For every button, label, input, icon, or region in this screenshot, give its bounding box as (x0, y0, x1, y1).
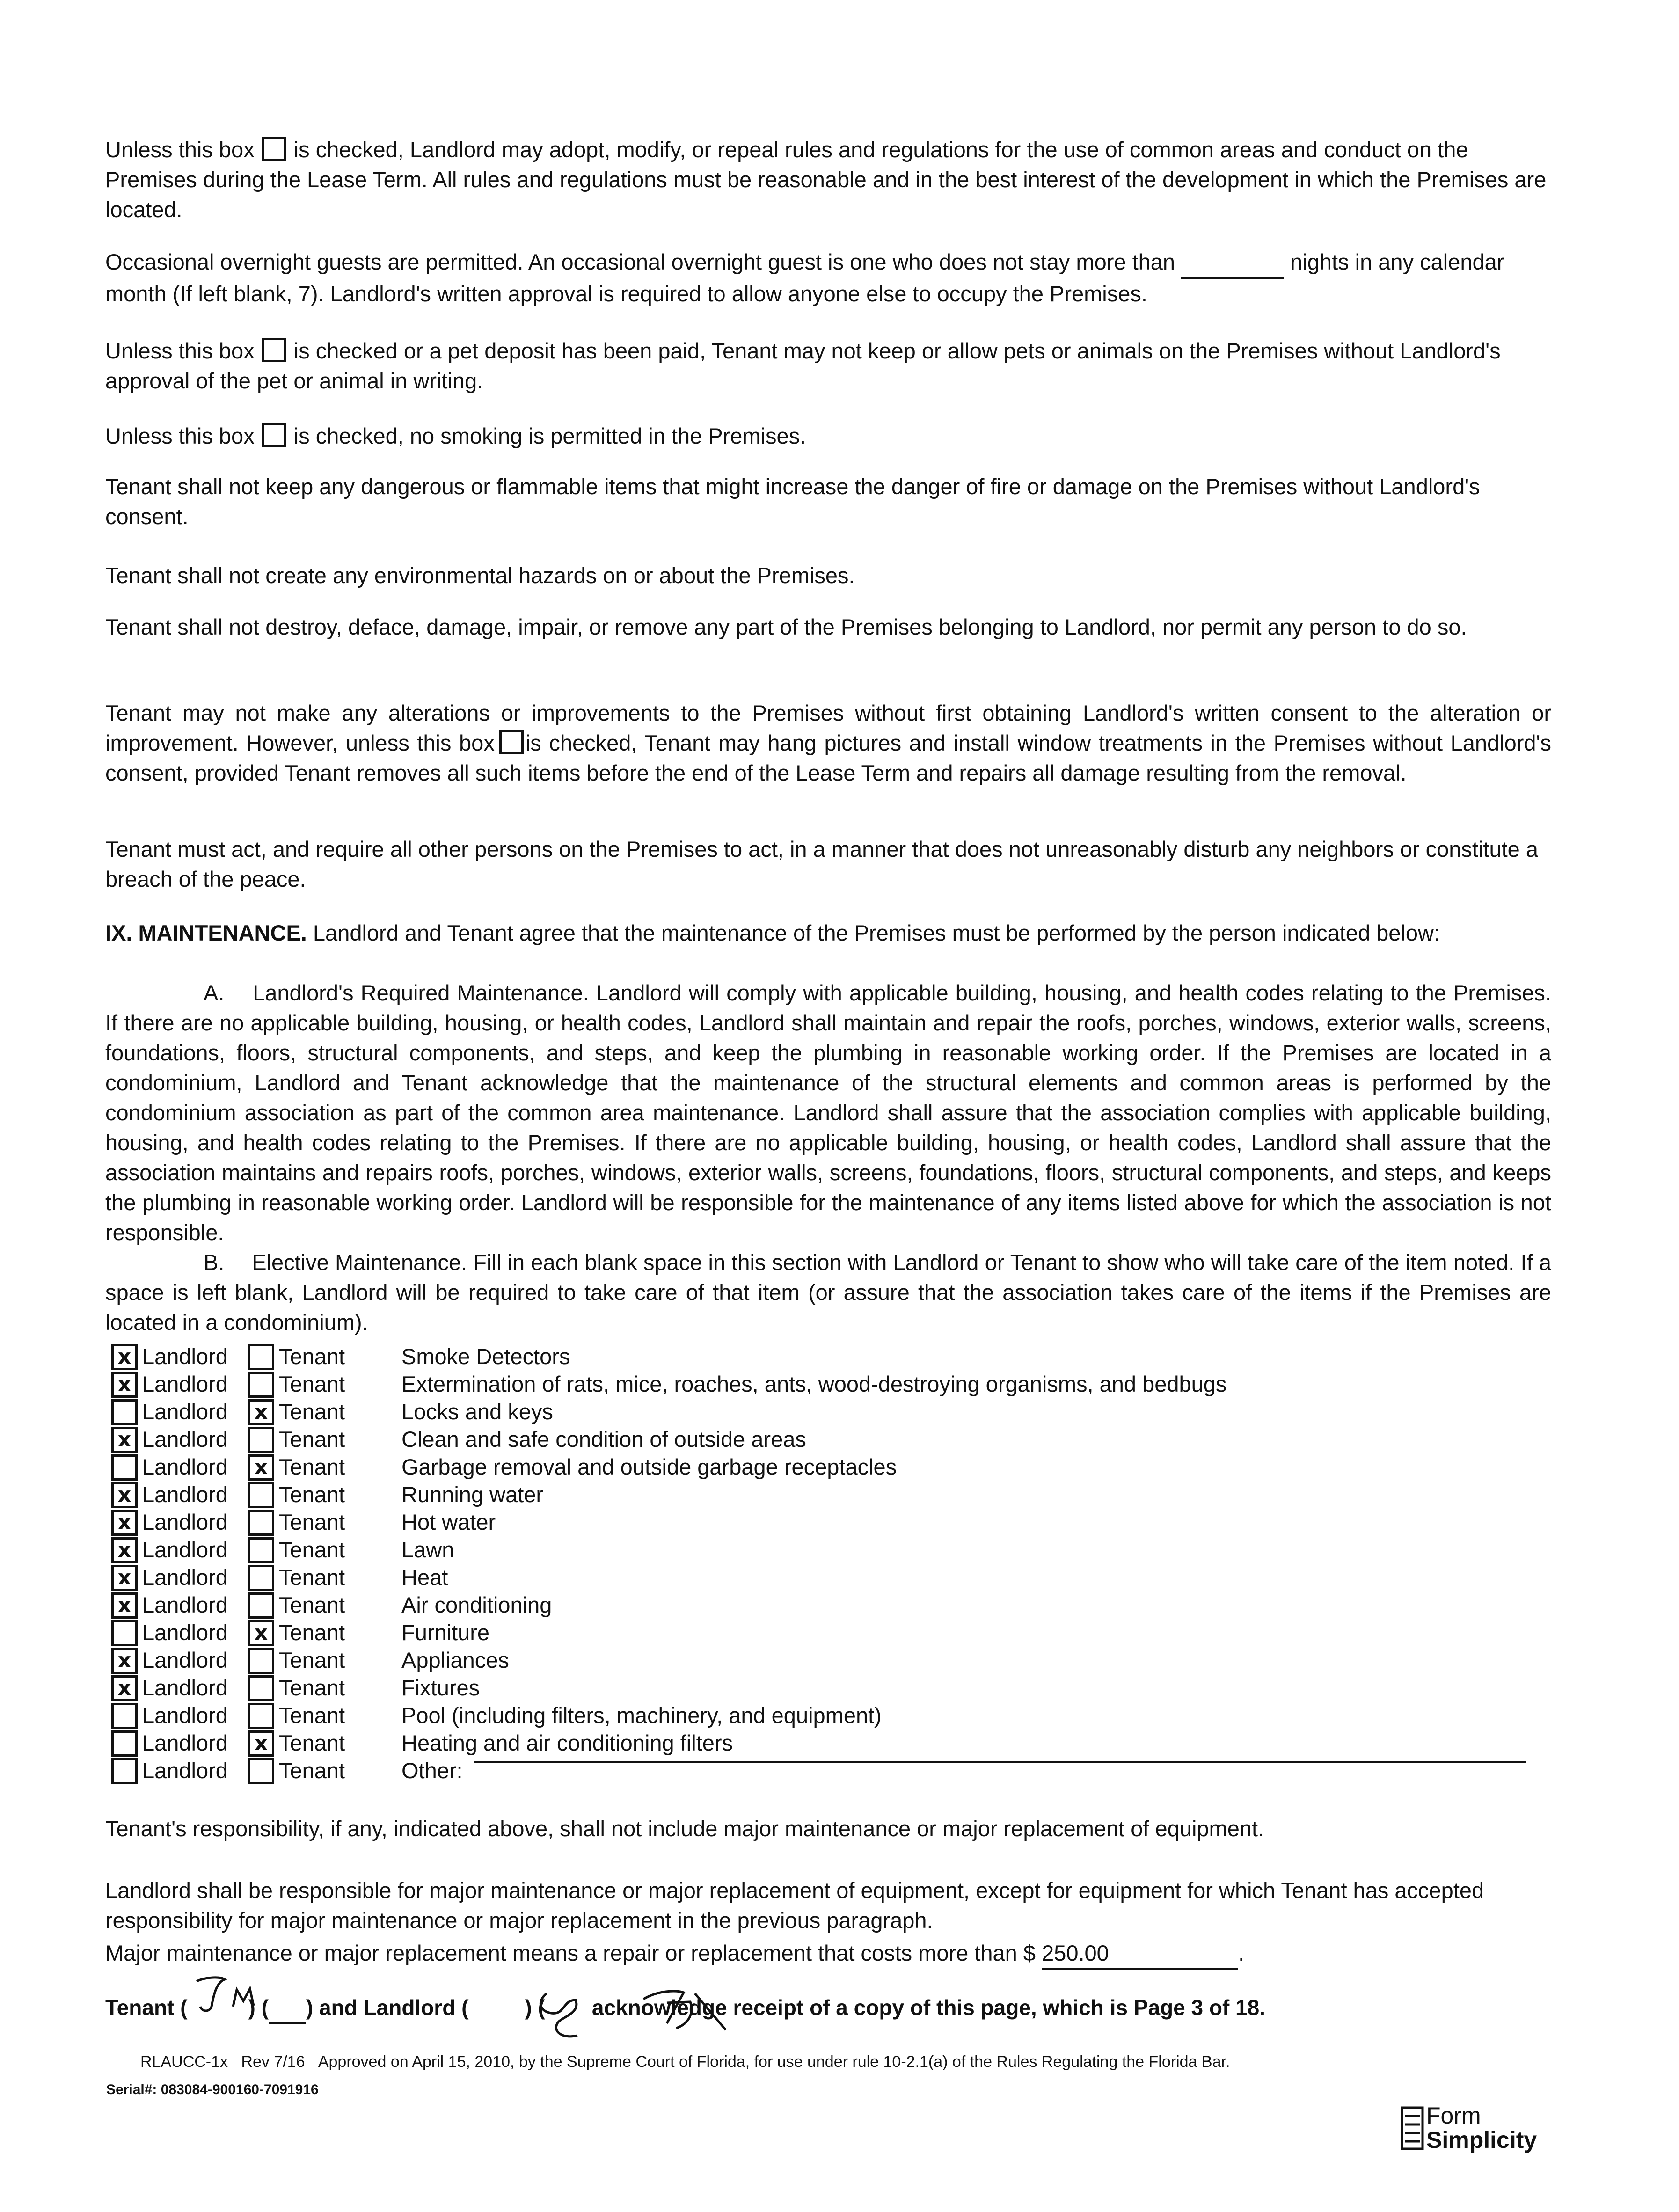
maintenance-item-label: Pool (including filters, machinery, and equipment) (402, 1703, 882, 1728)
landlord-initials-signature (533, 1984, 593, 2050)
maintenance-item-label: Heating and air conditioning filters (402, 1730, 733, 1755)
landlord-label: Landlord (142, 1537, 228, 1562)
maintenance-item-label: Garbage removal and outside garbage receptacles (402, 1454, 897, 1479)
landlord-label: Landlord (142, 1399, 228, 1424)
tenant-label: Tenant (279, 1454, 345, 1479)
tenant-checkbox[interactable] (248, 1344, 274, 1370)
tenant-label: Tenant (279, 1537, 345, 1562)
tenant-checkbox[interactable]: x (248, 1730, 274, 1757)
landlord-checkbox[interactable]: x (111, 1427, 138, 1453)
tenant-label: Tenant (279, 1620, 345, 1645)
maintenance-item-row (111, 1674, 1562, 1702)
landlord-label: Landlord (142, 1510, 228, 1534)
tenant-label: Tenant (279, 1372, 345, 1396)
destroy-paragraph: Tenant shall not destroy, deface, damage, impair, or remove any part of the Premises belonging to Landlord, nor permit any person to do so. (105, 614, 1467, 639)
maintenance-item-label: Locks and keys (402, 1399, 553, 1424)
tenant-label: Tenant (279, 1703, 345, 1728)
pets-paragraph: Unless this box is checked or a pet deposit has been paid, Tenant may not keep or allow pets or animals on the Premises without Landlord's approval of the pet or animal in writing. (105, 338, 1501, 393)
landlord-checkbox[interactable]: x (111, 1592, 138, 1619)
tenant-checkbox[interactable]: x (248, 1620, 274, 1646)
guest-nights-field[interactable] (1181, 247, 1284, 279)
tenant-checkbox[interactable] (248, 1537, 274, 1563)
tenant-initials-signature (188, 1968, 268, 2020)
tenant-label: Tenant (279, 1399, 345, 1424)
form-simplicity-logo (1400, 2103, 1550, 2154)
form-code: RLAUCC-1x (140, 2053, 228, 2071)
tenant-responsibility-paragraph: Tenant's responsibility, if any, indicated above, shall not include major maintenance or major replacement of equipment. (105, 1816, 1264, 1841)
tenant-label: Tenant (279, 1648, 345, 1672)
brand-line-1: Form (1426, 2102, 1481, 2129)
guests-paragraph: Occasional overnight guests are permitted. An occasional overnight guest is one who does not stay more than nights in any calendar month (If left blank, 7). Landlord's written approval is required to allow anyone else to occupy the Premises. (105, 247, 1551, 309)
landlord-checkbox[interactable] (111, 1454, 138, 1481)
landlord-label: Landlord (142, 1482, 228, 1507)
smoking-checkbox[interactable] (262, 423, 286, 447)
tenant-label: Tenant (279, 1427, 345, 1452)
tenant-label: Tenant (279, 1730, 345, 1755)
landlord-checkbox[interactable]: x (111, 1344, 138, 1370)
maintenance-item-label: Hot water (402, 1510, 496, 1534)
maintenance-item-label: Clean and safe condition of outside areas (402, 1427, 806, 1452)
landlord-label: Landlord (142, 1620, 228, 1645)
landlord-checkbox[interactable]: x (111, 1482, 138, 1508)
landlord-checkbox[interactable] (111, 1703, 138, 1729)
maintenance-item-row (111, 1564, 1562, 1592)
rules-checkbox[interactable] (262, 137, 286, 161)
maintenance-item-row (111, 1371, 1562, 1399)
landlord-label: Landlord (142, 1648, 228, 1672)
maintenance-item-label: Fixtures (402, 1675, 480, 1700)
tenant-checkbox[interactable] (248, 1648, 274, 1674)
maintenance-item-label: Other: (402, 1758, 463, 1783)
alterations-checkbox[interactable] (499, 730, 524, 754)
tenant-checkbox[interactable] (248, 1510, 274, 1536)
document-stack-icon (1400, 2106, 1424, 2151)
maintenance-item-row (111, 1702, 1562, 1730)
required-maintenance-paragraph: A. Landlord's Required Maintenance. Landlord will comply with applicable building, housing, and health codes relating to the Premises. If there are no applicable building, housing, or health codes, Landlord shall maintain and repair the roofs, porches, windows, exterior walls, screens, foundations, floors, structural components, and steps, and keep the plumbing in reasonable working order. If the Premises are located in a condominium, Landlord and Tenant acknowledge that the maintenance of the structural elements and common areas is performed by the condominium association as part of the common area maintenance. Landlord shall assure that the association complies with applicable building, housing, and health codes relating to the Premises. If there are no applicable building, housing, or health codes, Landlord shall assure that the association maintains and repairs roofs, porches, windows, exterior walls, screens, foundations, floors, structural components, and steps, and keeps the plumbing in reasonable working order. Landlord will be responsible for the maintenance of any items listed above for which the association is not responsible. (105, 980, 1551, 1245)
pets-checkbox[interactable] (262, 338, 286, 362)
tenant2-initials-field[interactable] (269, 1993, 306, 2024)
environmental-paragraph: Tenant shall not create any environmental hazards on or about the Premises. (105, 563, 855, 588)
revision: Rev 7/16 (241, 2053, 305, 2071)
maintenance-item-label: Smoke Detectors (402, 1344, 570, 1369)
landlord-label: Landlord (142, 1454, 228, 1479)
acknowledgement-line: Tenant ( ) ( ) and Landlord ( ) ( acknowledge receipt of a copy of this page, which is Page 3 of 18. (105, 1993, 1551, 2024)
tenant-checkbox[interactable] (248, 1565, 274, 1591)
landlord-checkbox[interactable]: x (111, 1537, 138, 1563)
tenant-checkbox[interactable]: x (248, 1454, 274, 1481)
landlord-checkbox[interactable] (111, 1399, 138, 1425)
tenant-label: Tenant (279, 1565, 345, 1590)
landlord-label: Landlord (142, 1758, 228, 1783)
maintenance-item-label: Running water (402, 1482, 544, 1507)
maintenance-item-row (111, 1730, 1562, 1758)
maintenance-item-row (111, 1426, 1562, 1454)
tenant-label: Tenant (279, 1344, 345, 1369)
elective-maintenance-paragraph: B. Elective Maintenance. Fill in each blank space in this section with Landlord or Tenant to show who will take care of the item noted. If a space is left blank, Landlord will be required to take care of that item (or assure that the association takes care of the items if the Premises are located in a condominium). (105, 1250, 1551, 1335)
tenant-label: Tenant (279, 1592, 345, 1617)
tenant-checkbox[interactable] (248, 1592, 274, 1619)
maintenance-item-row (111, 1509, 1562, 1537)
tenant-checkbox[interactable] (248, 1427, 274, 1453)
maintenance-item-label: Air conditioning (402, 1592, 552, 1617)
landlord-label: Landlord (142, 1344, 228, 1369)
landlord-label: Landlord (142, 1565, 228, 1590)
landlord-checkbox[interactable]: x (111, 1510, 138, 1536)
footer-approval-line (140, 2052, 1230, 2071)
major-amount-value: 250.00 (1042, 1941, 1109, 1965)
tenant-label: Tenant (279, 1675, 345, 1700)
maintenance-item-row (111, 1453, 1562, 1482)
maintenance-item-label: Appliances (402, 1648, 509, 1672)
landlord-label: Landlord (142, 1703, 228, 1728)
maintenance-item-row (111, 1343, 1562, 1371)
tenant-label: Tenant (279, 1482, 345, 1507)
tenant-checkbox[interactable] (248, 1482, 274, 1508)
tenant-checkbox[interactable] (248, 1703, 274, 1729)
maintenance-item-row (111, 1481, 1562, 1509)
maintenance-item-row (111, 1591, 1562, 1620)
maintenance-item-label: Lawn (402, 1537, 454, 1562)
other-item-line[interactable] (474, 1761, 1526, 1763)
maintenance-item-row (111, 1536, 1562, 1564)
maintenance-intro: IX. MAINTENANCE. Landlord and Tenant agree that the maintenance of the Premises must be performed by the person indicated below: (105, 920, 1440, 945)
major-amount-field[interactable] (1042, 1938, 1238, 1970)
landlord-checkbox[interactable]: x (111, 1372, 138, 1398)
landlord-checkbox[interactable]: x (111, 1648, 138, 1674)
maintenance-item-label: Heat (402, 1565, 448, 1590)
maintenance-item-row (111, 1619, 1562, 1647)
tenant-checkbox[interactable]: x (248, 1399, 274, 1425)
rules-paragraph: Unless this box is checked, Landlord may adopt, modify, or repeal rules and regulations for the use of common areas and conduct on the Premises during the Lease Term. All rules and regulations must be reasonable and in the best interest of the development in which the Premises are located. (105, 137, 1547, 222)
landlord-label: Landlord (142, 1427, 228, 1452)
brand-line-2: Simplicity (1426, 2127, 1537, 2153)
landlord-checkbox[interactable]: x (111, 1675, 138, 1701)
approval-text: Approved on April 15, 2010, by the Supreme Court of Florida, for use under rule 10-2.1(a) of the Rules Regulating the Florida Bar. (318, 2053, 1230, 2071)
smoking-paragraph: Unless this box is checked, no smoking is permitted in the Premises. (105, 423, 806, 448)
maintenance-item-row (111, 1398, 1562, 1426)
landlord-label: Landlord (142, 1372, 228, 1396)
tenant-checkbox[interactable] (248, 1675, 274, 1701)
maintenance-item-label: Extermination of rats, mice, roaches, ants, wood-destroying organisms, and bedbugs (402, 1372, 1227, 1396)
major-maintenance-definition: Major maintenance or major replacement means a repair or replacement that costs more than $ 250.00 . (105, 1938, 1551, 1970)
landlord2-initials-signature (639, 1983, 732, 2035)
landlord-label: Landlord (142, 1675, 228, 1700)
landlord-checkbox[interactable] (111, 1620, 138, 1646)
landlord-label: Landlord (142, 1592, 228, 1617)
tenant-checkbox[interactable] (248, 1372, 274, 1398)
tenant-label: Tenant (279, 1510, 345, 1534)
tenant-checkbox[interactable] (248, 1758, 274, 1784)
landlord-label: Landlord (142, 1730, 228, 1755)
maintenance-item-row (111, 1647, 1562, 1675)
alterations-paragraph: Tenant may not make any alterations or improvements to the Premises without first obtaining Landlord's written consent to the alteration or improvement. However, unless this box is checked, Tenant may hang pictures and install window treatments in the Premises without Landlord's consent, provided Tenant removes all such items before the end of the Lease Term and repairs all damage resulting from the removal. (105, 701, 1551, 785)
serial-number: Serial#: 083084-900160-7091916 (106, 2082, 319, 2097)
tenant-label: Tenant (279, 1758, 345, 1783)
landlord-checkbox[interactable] (111, 1758, 138, 1784)
peace-paragraph: Tenant must act, and require all other persons on the Premises to act, in a manner that does not unreasonably disturb any neighbors or constitute a breach of the peace. (105, 837, 1538, 891)
maintenance-item-label: Furniture (402, 1620, 490, 1645)
maintenance-heading: IX. MAINTENANCE. (105, 920, 307, 945)
landlord-checkbox[interactable]: x (111, 1565, 138, 1591)
dangerous-items-paragraph: Tenant shall not keep any dangerous or flammable items that might increase the danger of fire or damage on the Premises without Landlord's consent. (105, 474, 1480, 529)
landlord-responsibility-paragraph: Landlord shall be responsible for major maintenance or major replacement of equipment, except for equipment for which Tenant has accepted responsibility for major maintenance or major replacement in the previous paragraph. (105, 1878, 1484, 1933)
landlord-checkbox[interactable] (111, 1730, 138, 1757)
